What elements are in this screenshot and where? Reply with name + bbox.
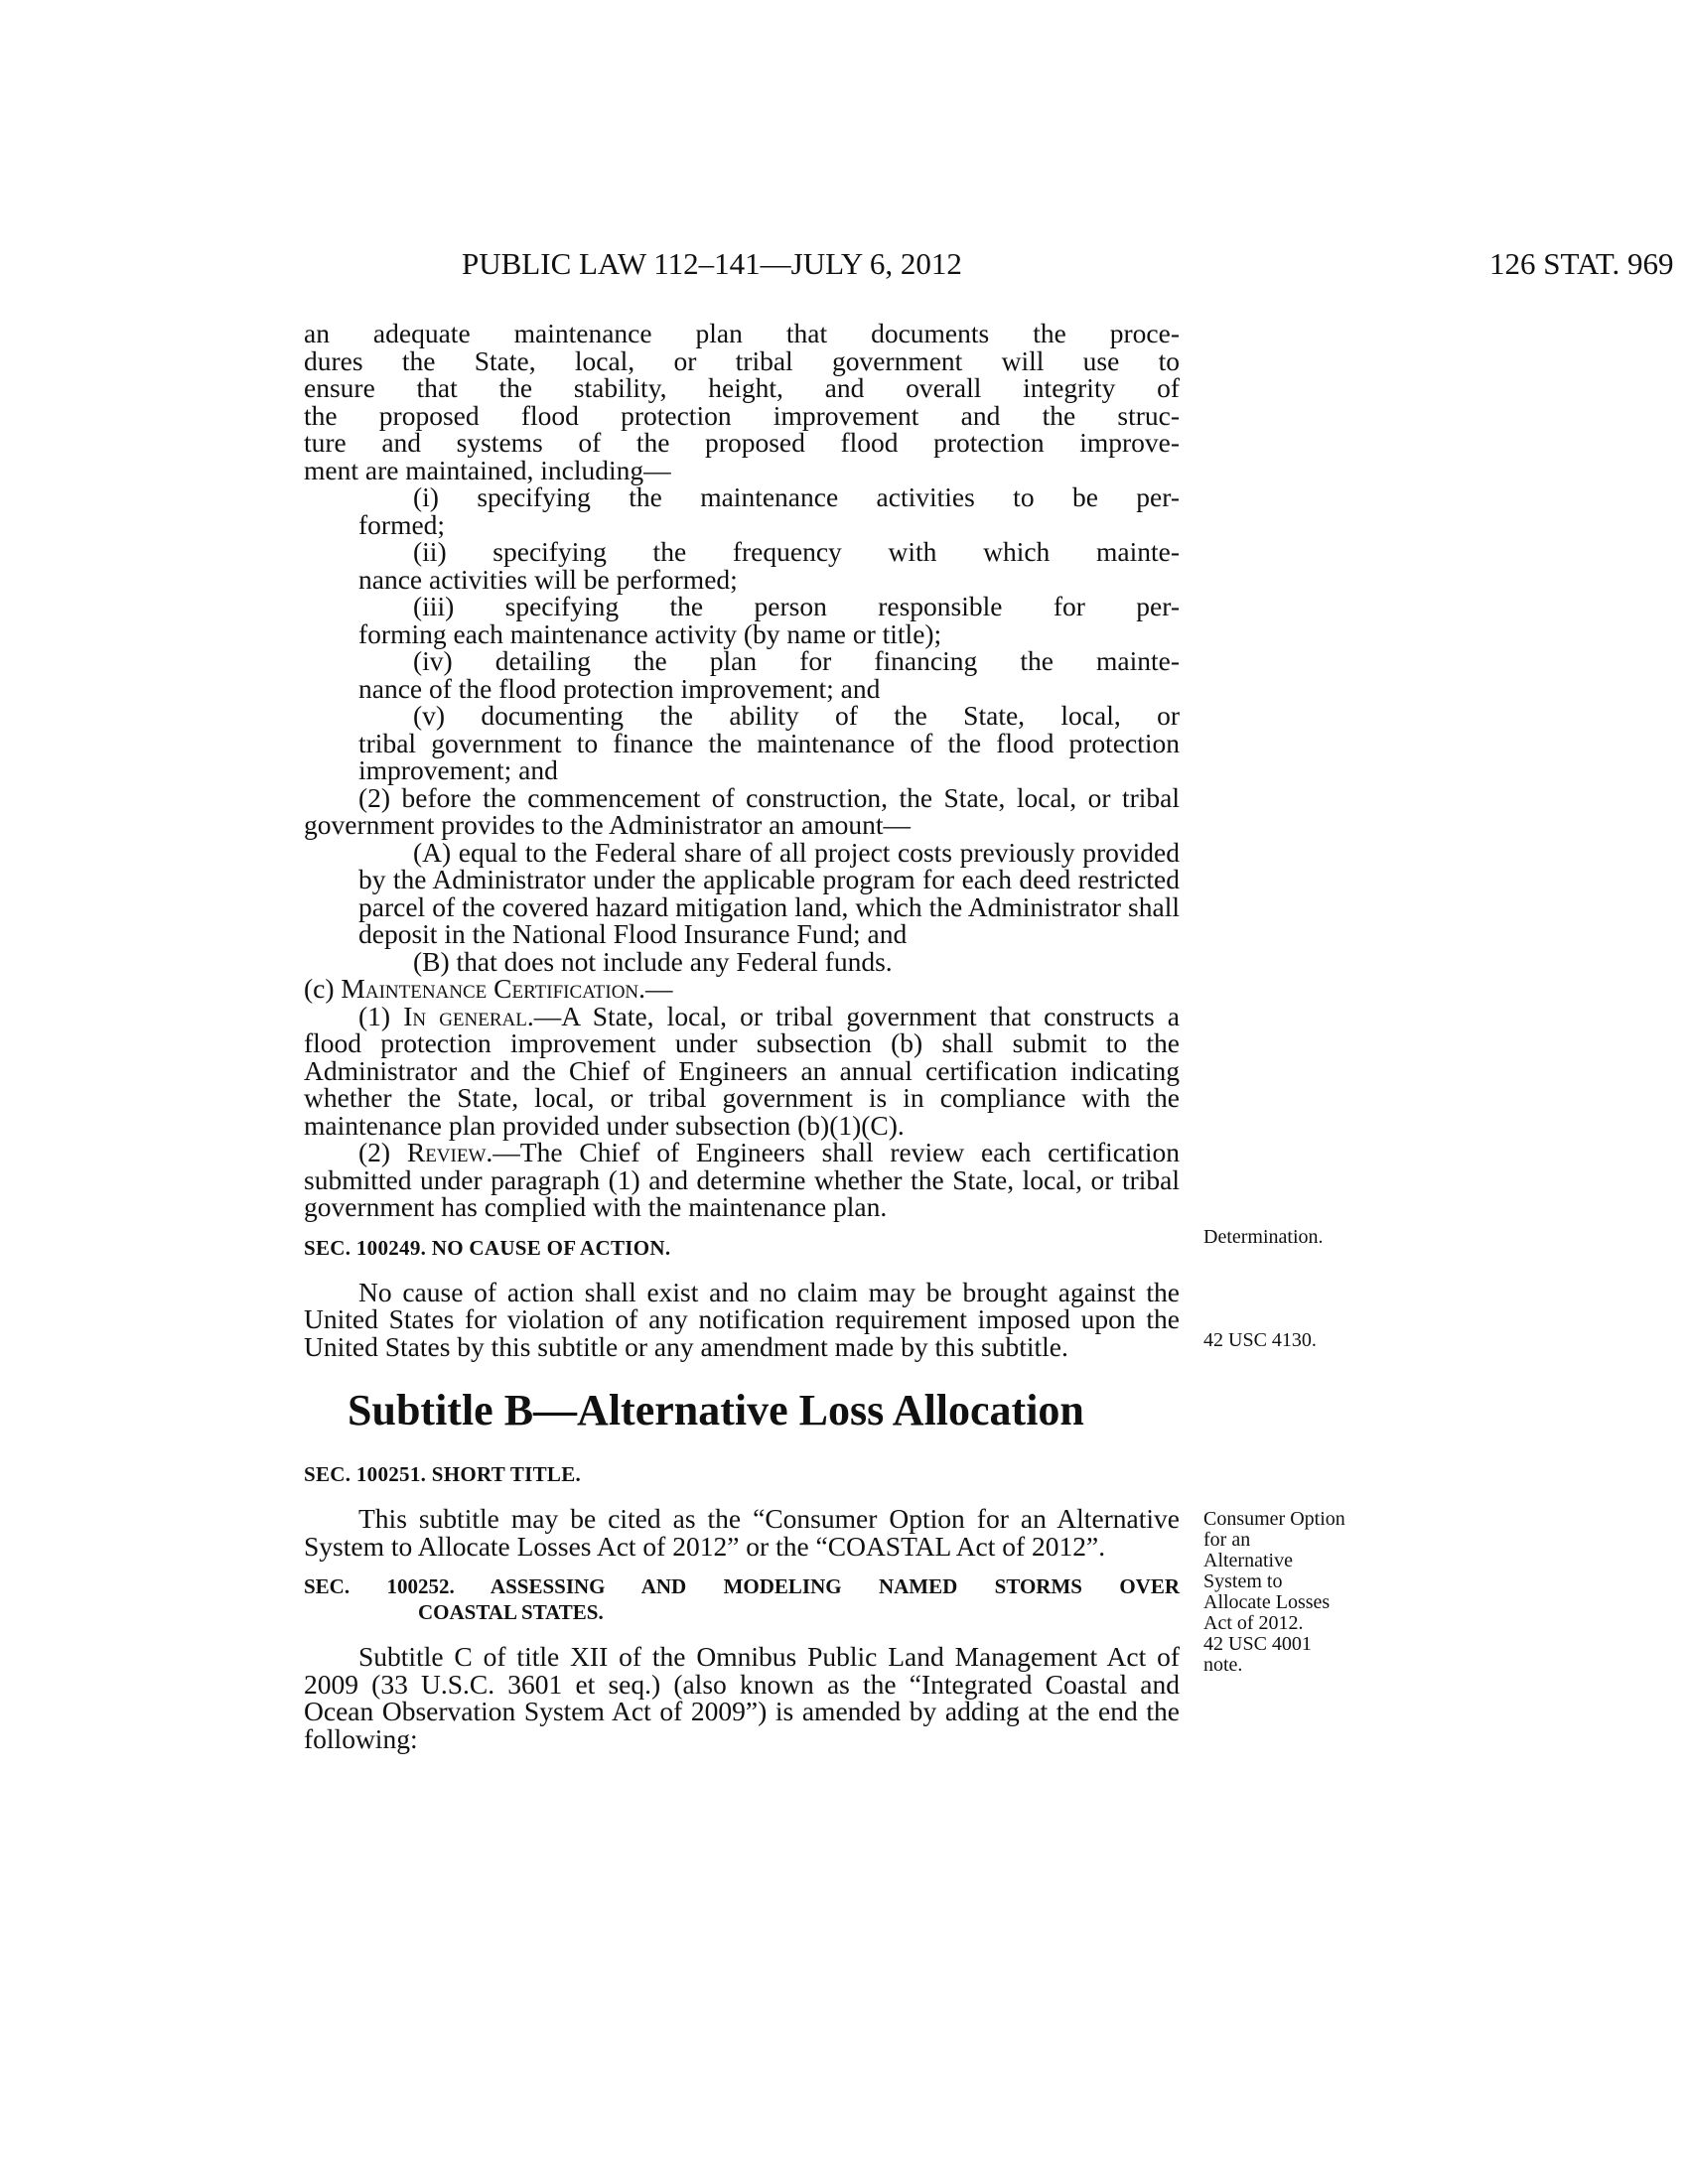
main-text-column xyxy=(304,320,1180,1752)
c-heading-part: (c) M xyxy=(304,973,365,1004)
c-heading-part: C xyxy=(487,973,512,1004)
section-heading-100252 xyxy=(304,1573,1180,1625)
clause-v xyxy=(358,702,1180,784)
clause-list-i xyxy=(304,483,1180,784)
c2-part: (2) R xyxy=(358,1137,426,1167)
c1-part: .—A State, local, or tribal government that constructs a flood protection improvement under subsection (b) shall submit to the Administrator and the Chief of Engineers an annual certification indicating whether the State, local, or tribal government is in compliance with the maintenance plan provided under subsection (b)(1)(C). xyxy=(304,1000,1180,1141)
clause-v-first-line: (v) documenting the ability of the State, local, or xyxy=(413,700,1180,731)
section-100251-text: This subtitle may be cited as the “Consumer Option for an Alternative System to Allocate Losses Act of 2012” or the “COASTAL Act of 2012”. xyxy=(304,1503,1180,1562)
clause-i-first-line: (i) specifying the maintenance activities to be per- xyxy=(413,481,1180,512)
intro-line: ture and systems of the proposed flood protection improve- xyxy=(304,427,1180,458)
sec252-heading-line: SEC. 100252. ASSESSING AND MODELING NAMED STORMS OVER xyxy=(304,1574,1180,1598)
subsection-c-1 xyxy=(304,1000,1180,1141)
margin-note-line: Consumer Option xyxy=(1203,1508,1345,1530)
clause-iv xyxy=(358,647,1180,702)
subparagraph-list xyxy=(304,836,1180,977)
clause-i-rest: formed; xyxy=(358,508,446,540)
clause-iv-rest: nance of the flood protection improvement; and xyxy=(358,672,881,704)
clause-iii-rest: forming each maintenance activity (by name or title); xyxy=(358,617,942,649)
subsection-c-2 xyxy=(304,1139,1180,1221)
c2-part: eview xyxy=(425,1137,487,1167)
margin-note-line: System to xyxy=(1203,1570,1283,1592)
subparagraph-B: (B) that does not include any Federal funds. xyxy=(413,945,893,977)
intro-line: the proposed flood protection improvement and the struc- xyxy=(304,399,1180,431)
clause-ii-rest: nance activities will be performed; xyxy=(358,563,738,595)
clause-v-rest: tribal government to finance the maintenance of the flood protection improvement; and xyxy=(358,727,1180,785)
clause-iii xyxy=(358,593,1180,647)
section-heading-100249: SEC. 100249. NO CAUSE OF ACTION. xyxy=(304,1235,671,1260)
clause-iv-first-line: (iv) detailing the plan for financing the mainte- xyxy=(413,645,1180,676)
margin-note-usc-4130: 42 USC 4130. xyxy=(1203,1329,1317,1351)
sec252-heading-line: COASTAL STATES. xyxy=(418,1600,604,1624)
margin-note-line: for an xyxy=(1203,1529,1251,1551)
margin-note-line: Alternative xyxy=(1203,1550,1293,1571)
clause-ii xyxy=(358,538,1180,593)
c-heading-part: ertification xyxy=(511,973,639,1004)
intro-line: ment are maintained, including— xyxy=(304,454,671,485)
section-100249-text: No cause of action shall exist and no claim may be brought against the United States for violation of any notification requirement imposed upon the United States by this subtitle or any amendment made by this subtitle. xyxy=(304,1276,1180,1362)
section-heading-100251: SEC. 100251. SHORT TITLE. xyxy=(304,1462,582,1486)
clause-ii-first-line: (ii) specifying the frequency with which mainte- xyxy=(413,536,1180,567)
margin-note-line: 42 USC 4001 xyxy=(1203,1633,1312,1655)
intro-line: ensure that the stability, height, and overall integrity of xyxy=(304,372,1180,403)
intro-paragraph xyxy=(304,320,1180,483)
margin-note-determination: Determination. xyxy=(1203,1226,1324,1248)
margin-note-line: Act of 2012. xyxy=(1203,1612,1304,1634)
margin-note-line: Allocate Losses xyxy=(1203,1591,1331,1613)
paragraph-2: (2) before the commencement of construction, the State, local, or tribal government provides to the Administrator an amount— xyxy=(304,781,1180,840)
c1-part: n general xyxy=(412,1000,527,1031)
intro-line: dures the State, local, or tribal government will use to xyxy=(304,344,1180,376)
section-100252-text: Subtitle C of title XII of the Omnibus Public Land Management Act of 2009 (33 U.S.C. 3601 et seq.) (also known as the “Integrated Coastal and Ocean Observation System Act of 2009”) is amended by adding at the end the following: xyxy=(304,1641,1180,1754)
clause-iii-first-line: (iii) specifying the person responsible for per- xyxy=(413,591,1180,621)
clause-i xyxy=(358,483,1180,538)
subparagraph-A: (A) equal to the Federal share of all project costs previously provided by the Administrator under the applicable program for each deed restricted parcel of the covered hazard mitigation land, which the Administrator shall deposit in the National Flood Insurance Fund; and xyxy=(358,836,1180,949)
margin-note-line: note. xyxy=(1203,1654,1243,1676)
c-heading-part: .— xyxy=(638,973,673,1004)
subsection-c-heading xyxy=(304,975,1180,1003)
subtitle-heading: Subtitle B—Alternative Loss Allocation xyxy=(348,1386,1084,1434)
c2-part: .—The Chief of Engineers shall review each certification submitted under paragraph (1) and determine whether the State, local, or tribal government has complied with the maintenance plan. xyxy=(304,1137,1180,1222)
intro-line: an adequate maintenance plan that documents the proce- xyxy=(304,318,1180,348)
c1-part: (1) I xyxy=(358,1000,413,1031)
running-header-title: PUBLIC LAW 112–141—JULY 6, 2012 xyxy=(462,246,962,281)
running-header-page-number: 126 STAT. 969 xyxy=(1489,246,1674,281)
c-heading-part: aintenance xyxy=(364,973,488,1004)
margin-note-coastal-act xyxy=(1203,1509,1382,1676)
